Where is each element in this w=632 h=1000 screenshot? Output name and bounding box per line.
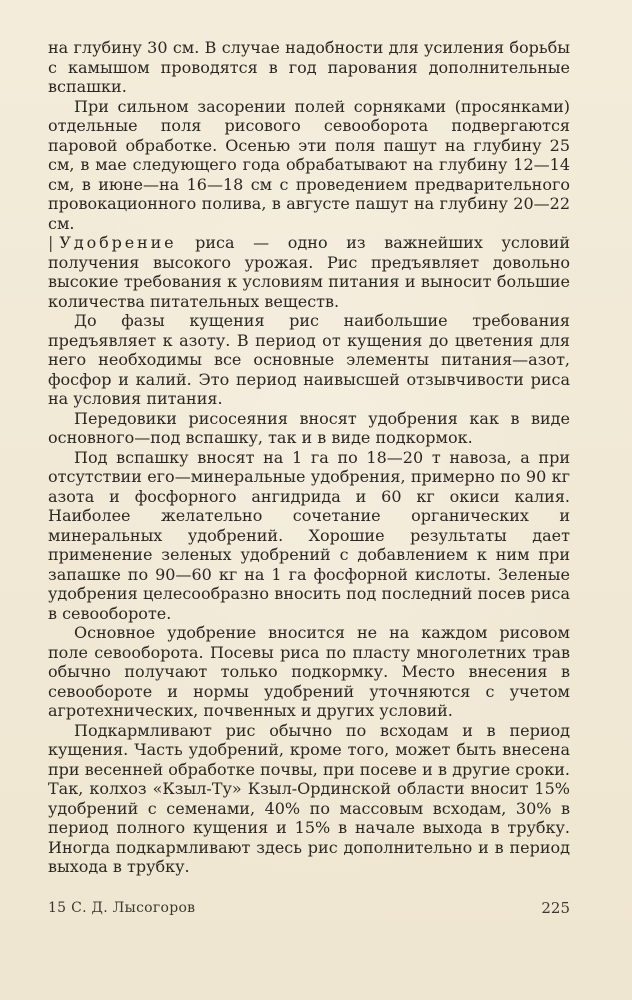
paragraph-5: Передовики рисосеяния вносят удобрения как в виде основного—под вспашку, так и в виде подкормок. [48, 408, 570, 447]
margin-marker: | [48, 233, 54, 252]
page-footer [48, 898, 570, 918]
paragraph-3-text: риса — одно из важнейших условий получения высокого урожая. Рис предъявляет довольно высокие требования к условиям питания и выносит большие количества питательных веществ. [48, 233, 570, 311]
paragraph-8: Подкармливают рис обычно по всходам и в период кущения. Часть удобрений, кроме того, может быть внесена при весенней обработке почвы, при посеве и в другие сроки. Так, колхоз «Кзыл-Ту» Кзыл-Ординской области вносит 15% удобрений с семенами, 40% по массовым всходам, 30% в период полного кущения и 15% в начале выхода в трубку. Иногда подкармливают здесь рис дополнительно и в период выхода в трубку. [48, 720, 570, 876]
paragraph-1: на глубину 30 см. В случае надобности для усиления борьбы с камышом проводятся в год парования дополнительные вспашки. [48, 38, 570, 96]
page-body [48, 38, 570, 877]
paragraph-3 [48, 233, 570, 311]
paragraph-2: При сильном засорении полей сорняками (просянками) отдельные поля рисового севооборота подвергаются паровой обработке. Осенью эти поля пашут на глубину 25 см, в мае следующего года обрабатывают на глубину 12—14 см, в июне—на 16—18 см с проведением предварительного провокационного полива, в августе пашут на глубину 20—22 см. [48, 96, 570, 233]
paragraph-7: Основное удобрение вносится не на каждом рисовом поле севооборота. Посевы риса по пласту многолетних трав обычно получают только подкормку. Место внесения в севообороте и нормы удобрений уточняются с учетом агротехнических, почвенных и других условий. [48, 623, 570, 720]
page-number: 225 [541, 899, 570, 917]
paragraph-4: До фазы кущения рис наибольшие требования предъявляет к азоту. В период от кущения до цветения для него необходимы все основные элементы питания—азот, фосфор и калий. Это период наивысшей отзывчивости риса на условия питания. [48, 311, 570, 408]
signature-mark: 15 С. Д. Лысогоров [48, 900, 196, 916]
paragraph-6: Под вспашку вносят на 1 га по 18—20 т навоза, а при отсутствии его—минеральные удобрения, примерно по 90 кг азота и фосфорного ангидрида и 60 кг окиси калия. Наиболее желательно сочетание органических и минеральных удобрений. Хорошие результаты дает применение зеленых удобрений с добавлением к ним при запашке по 90—60 кг на 1 га фосфорной кислоты. Зеленые удобрения целесообразно вносить под последний посев риса в севообороте. [48, 447, 570, 623]
section-term: Удобрение [59, 233, 177, 252]
